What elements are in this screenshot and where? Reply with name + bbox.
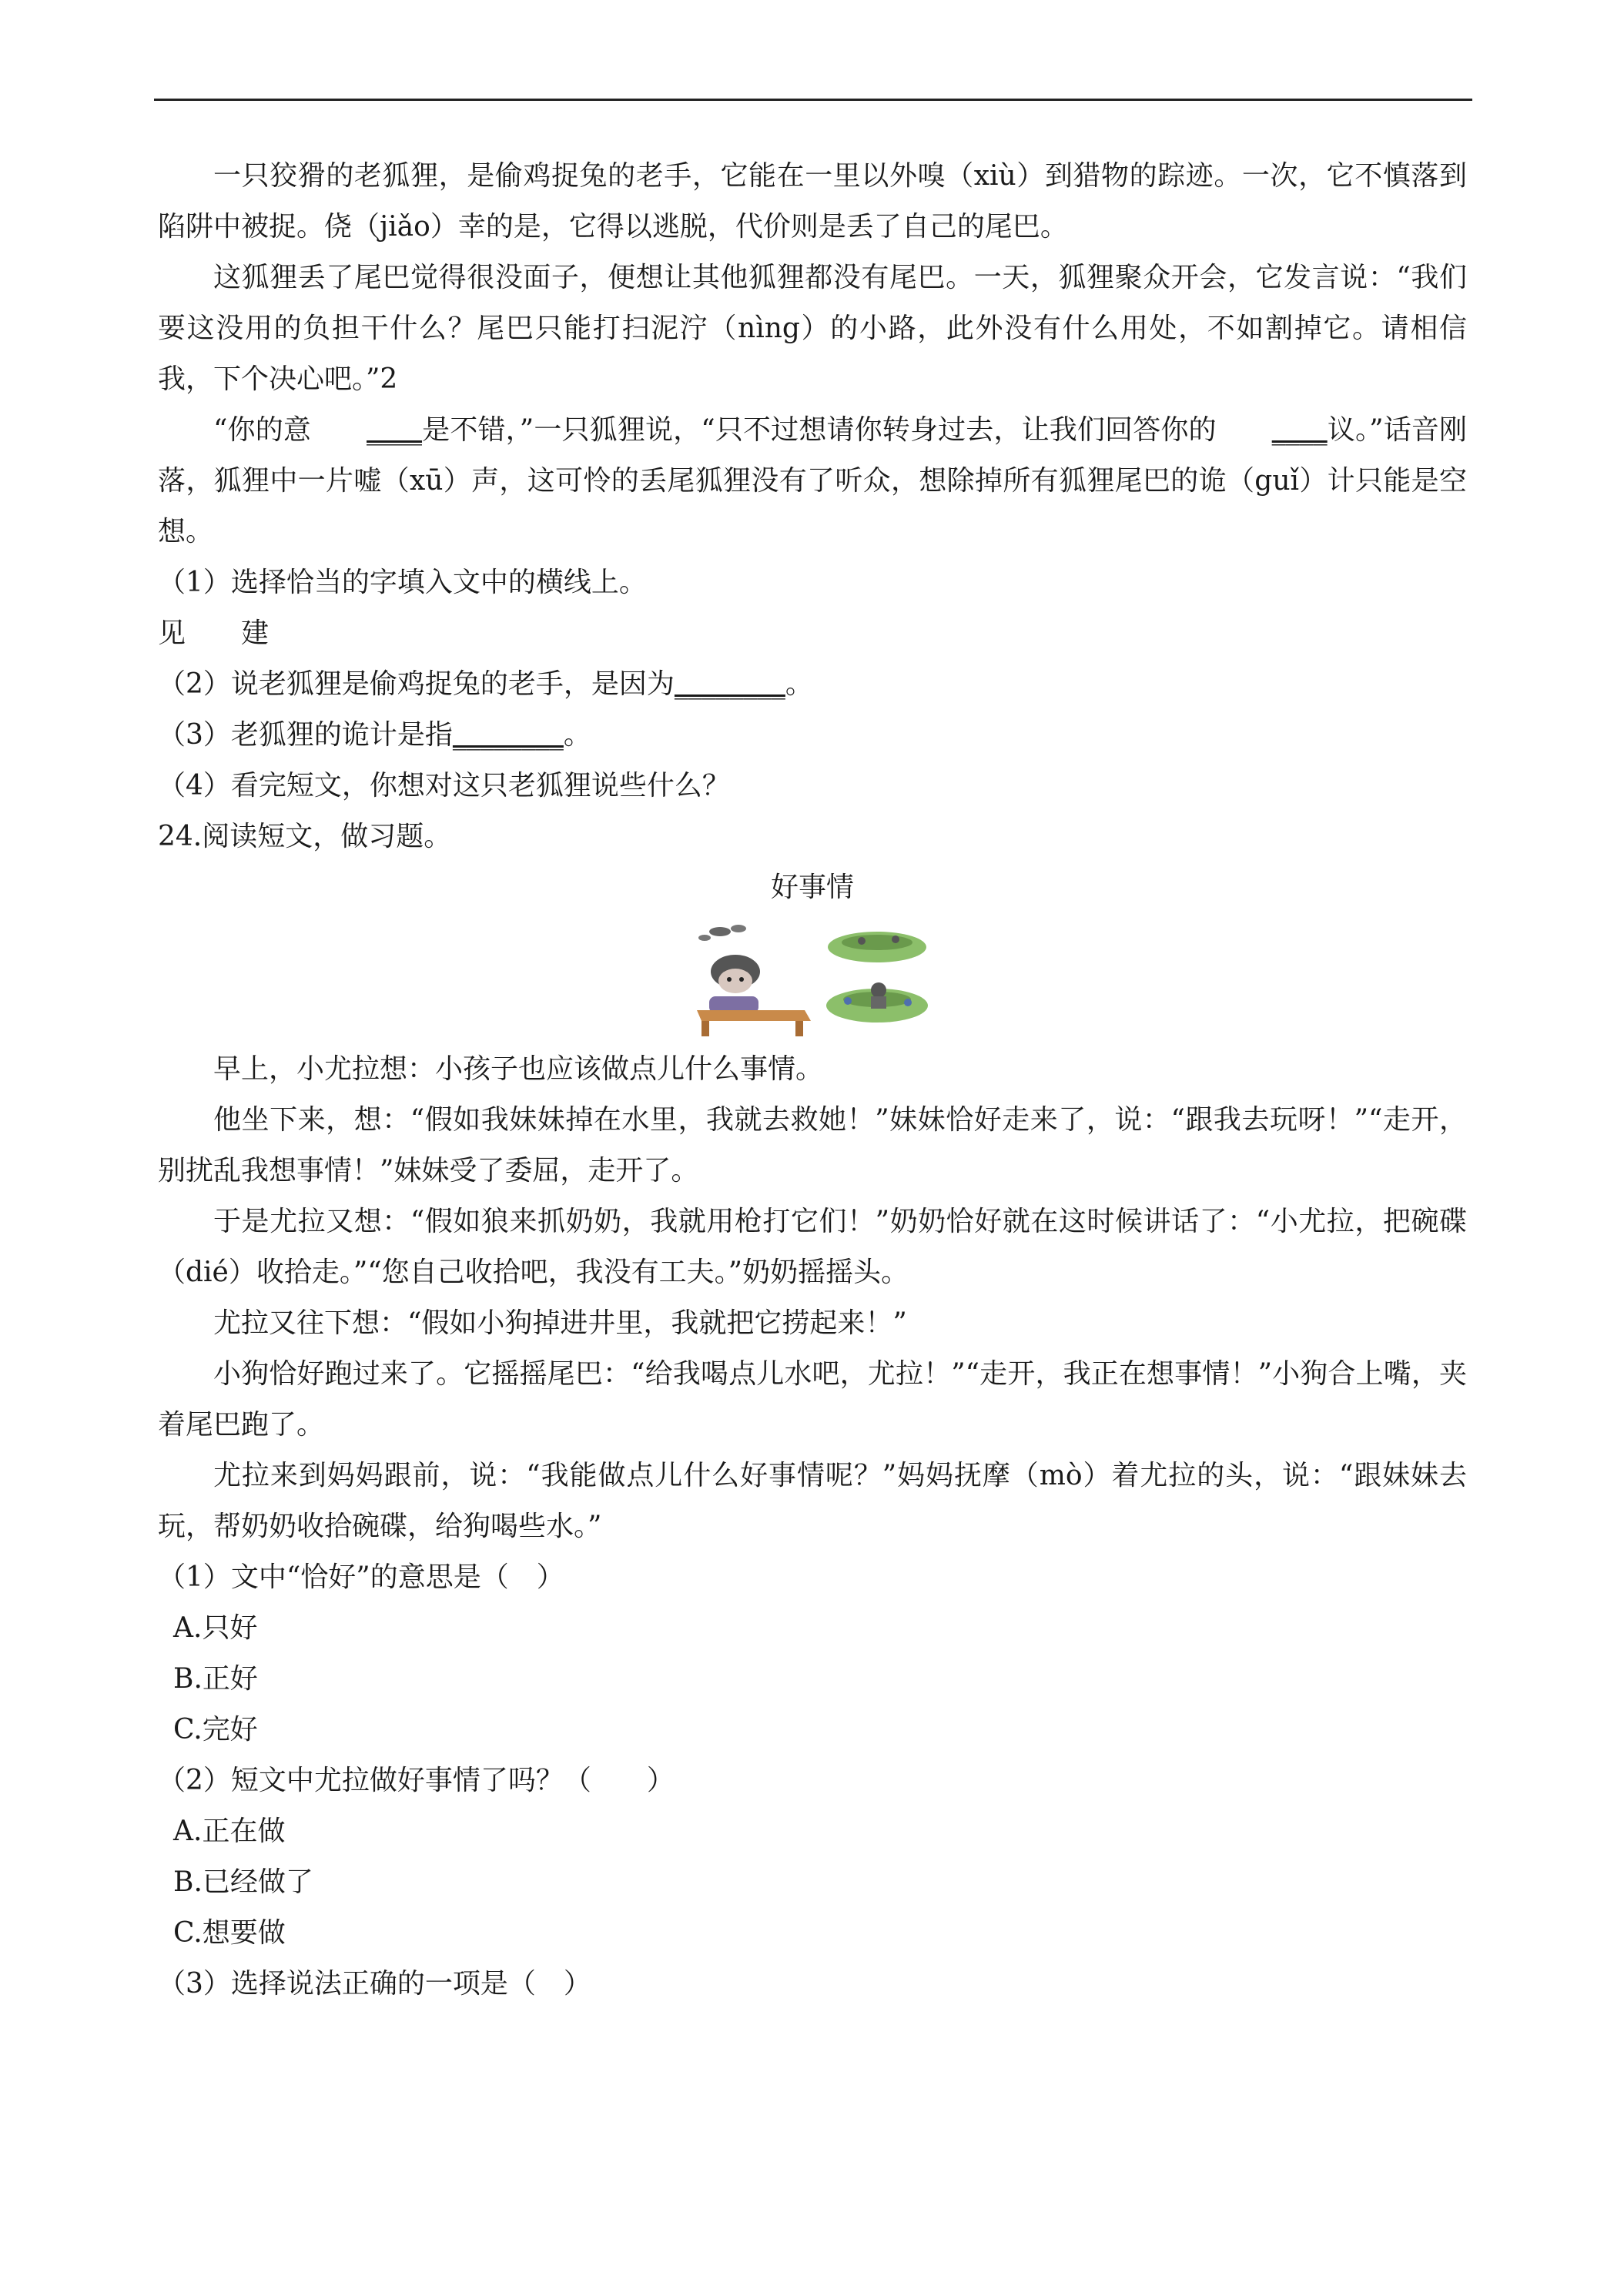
question-1-4: （4）看完短文，你想对这只老狐狸说些什么？ [158,770,730,802]
option-24-2-a[interactable]: A.正在做 [173,1816,286,1847]
question-1-1: （1）选择恰当的字填入文中的横线上。 [158,567,647,598]
question-1-2 [158,659,1467,710]
story-paragraph-3: 于是尤拉又想：“假如狼来抓奶奶，我就用枪打它们！”奶奶恰好就在这时候讲话了：“小尤拉，把碗碟（dié）收拾走。”“您自己收拾吧，我没有工夫。”奶奶摇摇头。 [158,1206,1467,1288]
fox-paragraph-3-part-c: 议。”话音刚落，狐狸中一片嘘（xū）声，这可怜的丢尾狐狸没有了听众，想除掉所有狐狸尾巴的诡（guǐ）计只能是空想。 [158,414,1468,547]
question-1-2-text: （2）说老狐狸是偷鸡捉兔的老手，是因为 [158,668,675,700]
story-paragraph-6: 尤拉来到妈妈跟前，说：“我能做点儿什么好事情呢？”妈妈抚摩（mò）着尤拉的头，说：“跟妹妹去玩，帮奶奶收拾碗碟，给狗喝些水。” [158,1460,1467,1542]
question-1-3-end: 。 [563,719,591,751]
story-paragraph-1: 早上，小尤拉想：小孩子也应该做点儿什么事情。 [213,1053,824,1085]
fox-paragraph-2: 这狐狸丢了尾巴觉得很没面子，便想让其他狐狸都没有尾巴。一天，狐狸聚众开会，它发言说：“我们要这没用的负担干什么？尾巴只能打扫泥泞（nìng）的小路，此外没有什么用处，不如割掉它。请相信我，下个决心吧。”2 [158,262,1467,395]
fox-paragraph-3 [158,405,1467,557]
question-24-3: （3）选择说法正确的一项是（ ） [158,1968,591,2000]
answer-blank-q3[interactable]: ________ [452,719,564,751]
fill-blank-2[interactable]: ____ [1271,414,1328,446]
story-illustration [158,916,1467,1036]
fox-paragraph-3-part-a: “你的意 [213,414,312,446]
fox-paragraph-1: 一只狡猾的老狐狸，是偷鸡捉兔的老手，它能在一里以外嗅（xiù）到猎物的踪迹。一次，它不慎落到陷阱中被捉。侥（jiǎo）幸的是，它得以逃脱，代价则是丢了自己的尾巴。 [158,160,1467,243]
option-24-2-b[interactable]: B.已经做了 [173,1866,313,1898]
question-24-1: （1）文中“恰好”的意思是（ ） [158,1561,564,1593]
option-24-2-c[interactable]: C.想要做 [173,1917,286,1949]
question-24-2: （2）短文中尤拉做好事情了吗？（ ） [158,1765,675,1796]
question-24-heading: 24.阅读短文，做习题。 [158,821,452,852]
answer-blank-q2[interactable]: ________ [674,668,785,700]
question-1-3-text: （3）老狐狸的诡计是指 [158,719,453,751]
option-24-1-c[interactable]: C.完好 [173,1714,258,1745]
illustration-image [689,916,936,1036]
story-paragraph-5: 小狗恰好跑过来了。它摇摇尾巴：“给我喝点儿水吧，尤拉！”“走开，我正在想事情！”小狗合上嘴，夹着尾巴跑了。 [158,1358,1467,1441]
document-body [158,151,1467,2010]
story-title: 好事情 [770,872,854,903]
fox-paragraph-3-part-b: 是不错，”一只狐狸说，“只不过想请你转身过去，让我们回答你的 [422,414,1217,446]
word-choice-a: 见 [158,618,186,649]
fill-blank-1[interactable]: ____ [367,414,423,446]
word-choices [158,608,1467,659]
story-paragraph-2: 他坐下来，想：“假如我妹妹掉在水里，我就去救她！”妹妹恰好走来了，说：“跟我去玩呀！”“走开，别扰乱我想事情！”妹妹受了委屈，走开了。 [158,1104,1467,1186]
option-24-1-b[interactable]: B.正好 [173,1663,258,1695]
word-choice-b: 建 [241,618,270,649]
question-1-3 [158,710,1467,761]
option-24-1-a[interactable]: A.只好 [173,1612,258,1644]
header-rule [154,99,1472,101]
story-paragraph-4: 尤拉又往下想：“假如小狗掉进井里，我就把它捞起来！” [213,1307,907,1339]
question-1-2-end: 。 [785,668,813,700]
